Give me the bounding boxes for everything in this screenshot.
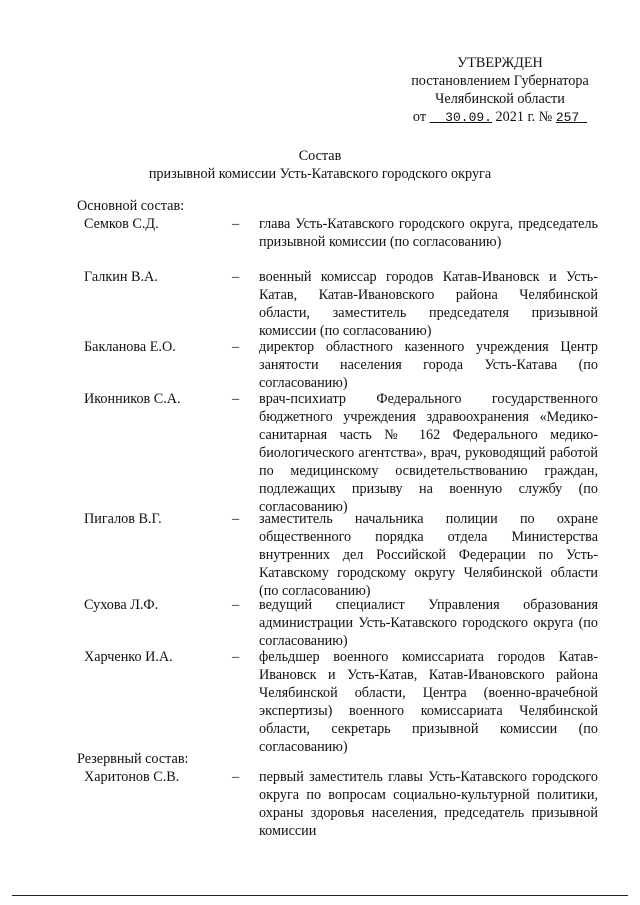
section-reserve-heading: Резервный состав: <box>77 751 189 767</box>
member-name: Бакланова Е.О. <box>84 339 176 355</box>
decree-number: 257 <box>555 110 580 125</box>
member-role: директор областного казенного учреждения Центр занятости населения города Усть-Катава (по согласованию) <box>259 339 598 391</box>
date-suffix: 2021 г. № <box>495 109 553 125</box>
page-bottom-rule <box>12 895 628 896</box>
approval-block <box>385 54 615 127</box>
member-name: Галкин В.А. <box>84 269 158 285</box>
dash: – <box>232 769 240 785</box>
member-role: первый заместитель главы Усть-Катавского городского округа по вопросам социально-культурной политики, охраны здоровья населения, председатель призывной комиссии <box>259 769 598 839</box>
dash: – <box>232 339 240 355</box>
member-name: Сухова Л.Ф. <box>84 597 159 613</box>
member-role: врач-психиатр Федерального государственного бюджетного учреждения здравоохранения «Медико-санитарная часть № 162 Федерального медико-биологического агентства», врач, руководящий работой по медицинскому освидетельствованию граждан, подлежащих призыву на военную службу (по согласованию) <box>259 391 598 515</box>
title-line-1: Состав <box>298 148 342 164</box>
dash: – <box>232 597 240 613</box>
dash: – <box>232 216 240 232</box>
dash: – <box>232 511 240 527</box>
member-name: Харитонов С.В. <box>84 769 180 785</box>
member-name: Иконников С.А. <box>84 391 181 407</box>
date-value: 30.09. <box>445 110 492 125</box>
member-role: заместитель начальника полиции по охране общественного порядка отдела Министерства внутренних дел Российской Федерации по Усть-Катавскому городскому округу Челябинской области (по согласованию) <box>259 511 598 599</box>
section-main-heading: Основной состав: <box>77 198 185 214</box>
member-role: глава Усть-Катавского городского округа, председатель призывной комиссии (по согласованию) <box>259 216 598 250</box>
title-line-2: призывной комиссии Усть-Катавского городского округа <box>148 166 492 182</box>
member-name: Пигалов В.Г. <box>84 511 162 527</box>
dash: – <box>232 391 240 407</box>
member-role: военный комиссар городов Катав-Ивановск и Усть-Катав, Катав-Ивановского района Челябинской области, заместитель председателя призывной комиссии (по согласованию) <box>259 269 598 339</box>
approved-date-line <box>385 108 615 127</box>
approved-line-2: Челябинской области <box>435 91 565 107</box>
member-role: ведущий специалист Управления образования администрации Усть-Катавского городского округа (по согласованию) <box>259 597 598 649</box>
approved-heading: УТВЕРЖДЕН <box>457 55 543 71</box>
member-name: Семков С.Д. <box>84 216 159 232</box>
dash: – <box>232 269 240 285</box>
dash: – <box>232 649 240 665</box>
member-role: фельдшер военного комиссариата городов Катав-Ивановск и Усть-Катав, Катав-Ивановского района Челябинской области, Центра (военно-врачебной экспертизы) военного комиссариата Челябинской области, секретарь призывной комиссии (по согласованию) <box>259 649 598 755</box>
approved-line-1: постановлением Губернатора <box>411 73 589 89</box>
document-title <box>0 147 640 183</box>
date-prefix: от <box>412 109 427 125</box>
member-name: Харченко И.А. <box>84 649 173 665</box>
